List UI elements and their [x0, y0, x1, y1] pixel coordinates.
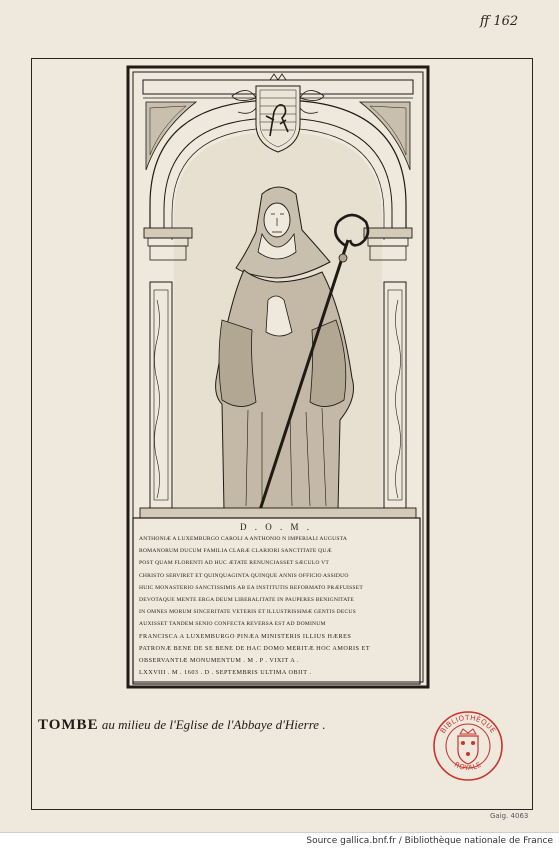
epitaph-line: ANTHONIÆ A LUXEMBURGO CAROLI A ANTHONIO N IMPERIALI AUGUSTA — [139, 536, 348, 542]
right-capital — [364, 228, 412, 238]
epitaph-line: HUIC MONASTERIO SANCTISSIMIS AB EA INSTITUTIS REFORMATO PRÆFUISSET — [139, 584, 363, 591]
left-pilaster — [150, 282, 172, 508]
epitaph-line: POST QUAM FLORENTI AD HUC ÆTATE RENUNCIASSET SÆCULO VT — [139, 560, 329, 567]
epitaph-line: OBSERVANTIÆ MONUMENTUM . M . P . VIXIT A . — [139, 657, 300, 665]
right-pilaster — [384, 282, 406, 508]
caption-subtitle: au milieu de l'Eglise de l'Abbaye d'Hierre . — [98, 717, 326, 732]
epitaph-line: DEVOTAQUE MENTE ERGA DEUM LIBERALITATE IN PAUPERES BENIGNITATE — [139, 597, 355, 604]
epitaph-line: CHRISTO SERVIRET ET QUINQUAGINTA QUINQUE ANNIS OFFICIO ASSIDUO — [139, 572, 349, 579]
library-stamp — [430, 708, 506, 784]
epitaph-line: FRANCISCA A LUXEMBURGO PINÆA MINISTERIS ILLIUS HÆRES — [139, 632, 352, 640]
drawing-caption — [38, 716, 438, 734]
source-footer — [0, 832, 559, 851]
stamp-top-text: BIBLIOTHÈQUE — [438, 713, 498, 735]
epitaph-inscription — [135, 520, 417, 682]
epitaph-line: LXXVIII . M . 1603 . D . SEPTEMBRIS ULTIMA OBIIT . — [139, 669, 312, 677]
epitaph-line: PATRONÆ BENE DE SE BENE DE HAC DOMO MERITÆ HOC AMORIS ET — [139, 644, 371, 652]
epitaph-line: AUXISSET TANDEM SENIO CONFECTA REVERSA EST AD DOMINUM — [139, 621, 326, 628]
epitaph-line: IN OMNES MORUM SINCERITATE VETERIS ET ILLUSTRISSIMÆ GENTIS DECUS — [139, 609, 356, 616]
folio-number: ff 162 — [480, 14, 519, 29]
source-credit: Source gallica.bnf.fr / Bibliothèque nationale de France — [306, 836, 553, 846]
svg-text:ROYALE — [453, 760, 483, 772]
epitaph-line: ROMANORUM DUCUM FAMILIA CLARÆ CLARIORI SANCTITATE QUÆ — [139, 548, 332, 555]
left-capital — [144, 228, 192, 238]
epitaph-heading: D . O . M . — [239, 522, 312, 532]
stamp-bottom-text: ROYALE — [452, 760, 484, 773]
shelfmark: Gaig. 4063 — [490, 812, 529, 820]
caption-title: TOMBE — [38, 717, 99, 733]
